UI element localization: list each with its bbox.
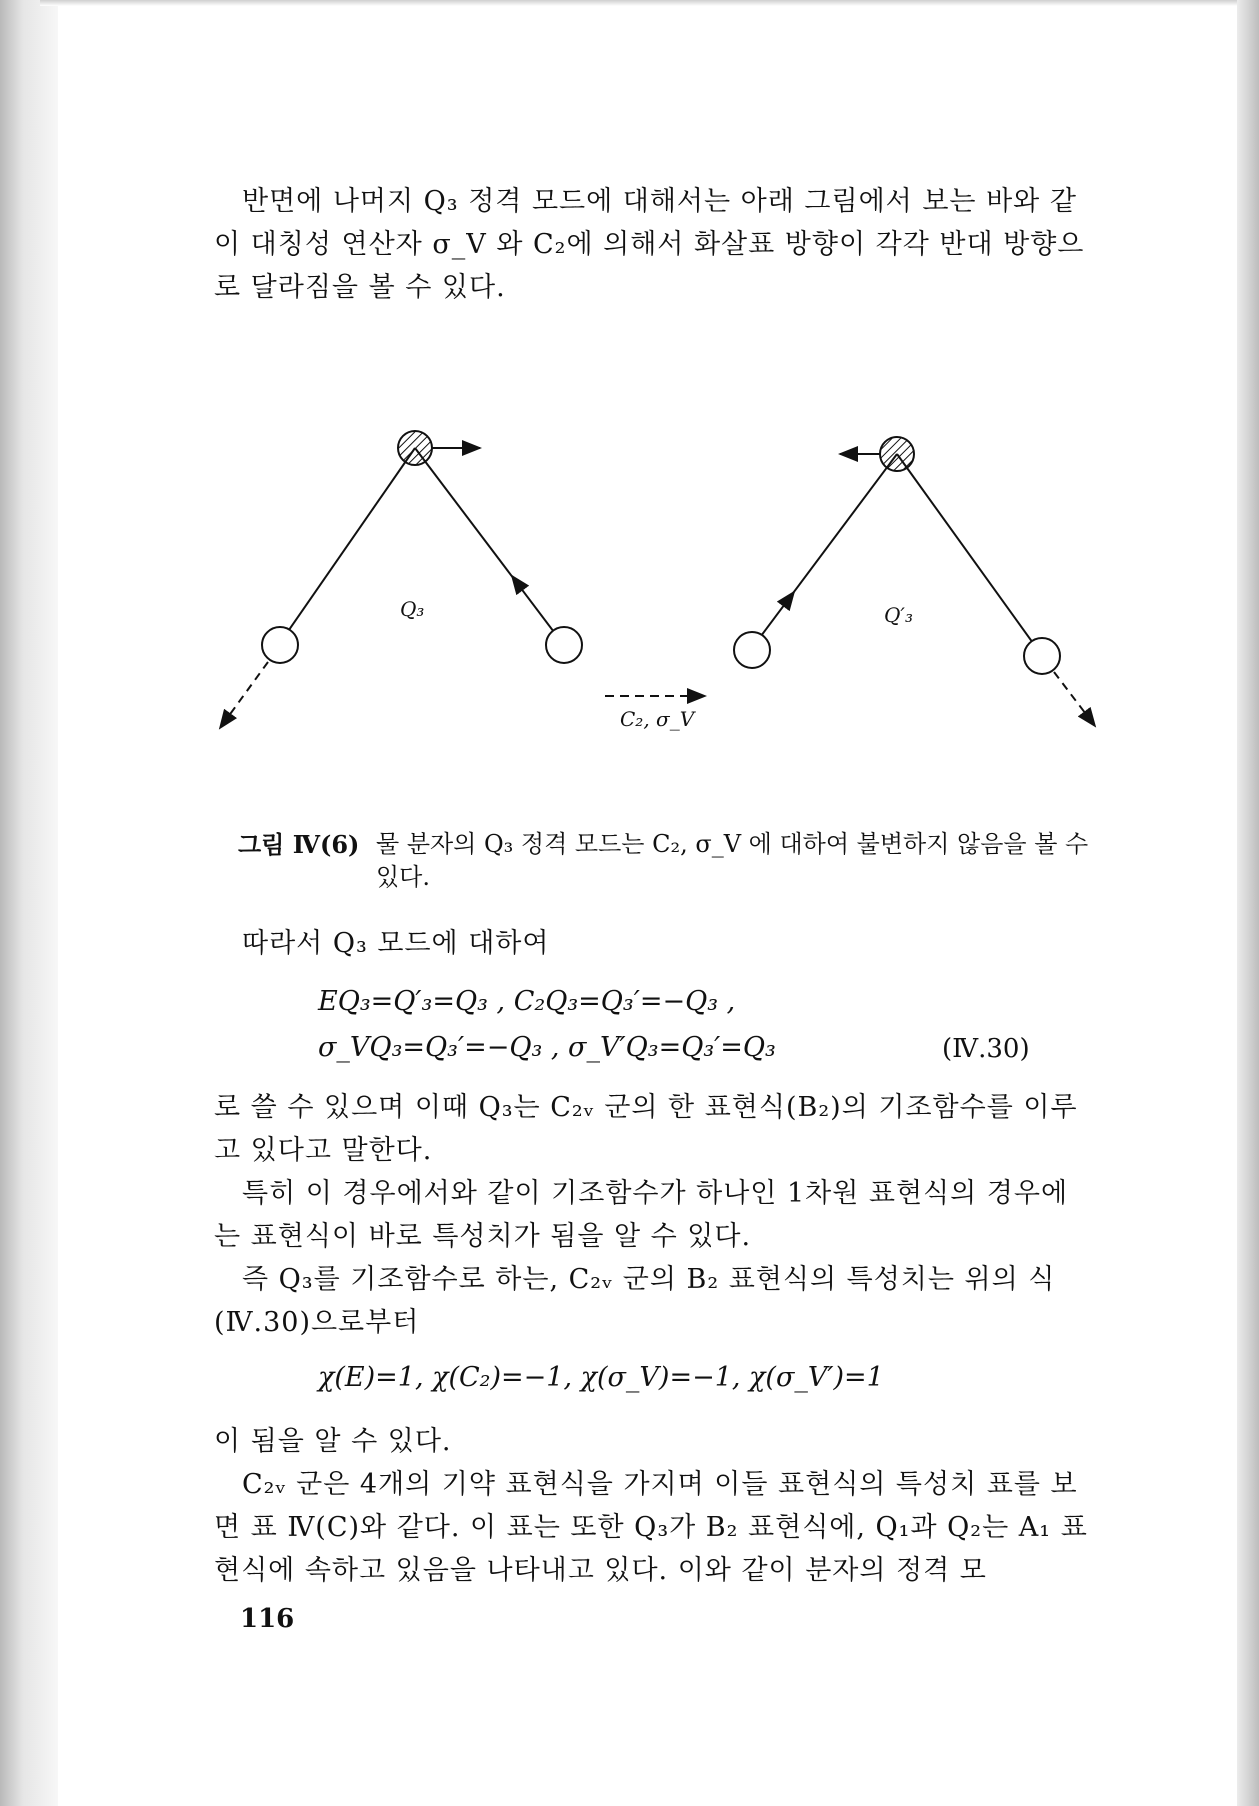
left-bond-arrow bbox=[512, 576, 518, 584]
paragraph-3 bbox=[214, 1258, 1090, 1344]
left-oxygen-atom bbox=[398, 431, 432, 465]
page-shadow-left bbox=[0, 0, 58, 1806]
equation-line-2: σ_VQ₃=Q₃′=−Q₃ , σ_V′Q₃=Q₃′=Q₃ bbox=[318, 1032, 776, 1063]
lead-line bbox=[214, 922, 1090, 965]
paragraph-4 bbox=[214, 1420, 1090, 1463]
right-hydrogen-atom-2 bbox=[1024, 638, 1060, 674]
right-hydrogen-atom-1 bbox=[734, 632, 770, 668]
right-bond-1 bbox=[752, 454, 897, 648]
paragraph-4-text: 이 됨을 알 수 있다. bbox=[214, 1426, 452, 1457]
paragraph-1-text: 로 쓸 수 있으며 이때 Q₃는 C₂ᵥ 군의 한 표현식(B₂)의 기조함수를 이루고 있다고 말한다. bbox=[214, 1092, 1078, 1166]
caption-label: 그림 Ⅳ(6) bbox=[238, 830, 360, 859]
intro-line-3: 로 달라짐을 볼 수 있다. bbox=[214, 272, 506, 303]
figure-caption bbox=[238, 828, 1090, 894]
left-hydrogen-dashed-arrow bbox=[220, 662, 268, 728]
left-bond-1 bbox=[282, 448, 415, 640]
operation-label: C₂, σ_V bbox=[620, 707, 695, 731]
right-oxygen-atom bbox=[880, 437, 914, 471]
left-label: Q₃ bbox=[400, 597, 425, 621]
paragraph-1 bbox=[214, 1086, 1090, 1172]
left-molecule bbox=[220, 431, 582, 728]
character-equation: χ(E)=1, χ(C₂)=−1, χ(σ_V)=−1, χ(σ_V′)=1 bbox=[318, 1362, 884, 1393]
water-molecule-q3-figure bbox=[200, 400, 1100, 760]
intro-line-2: 이 대칭성 연산자 σ_V 와 C₂에 의해서 화살표 방향이 각각 반대 방향으 bbox=[214, 229, 1085, 260]
intro-paragraph bbox=[214, 180, 1090, 309]
equation-number: (Ⅳ.30) bbox=[942, 1034, 1030, 1064]
right-label: Q′₃ bbox=[884, 603, 913, 627]
page-shadow-right bbox=[1237, 0, 1259, 1806]
left-bond-2 bbox=[415, 448, 560, 640]
left-hydrogen-atom-2 bbox=[546, 627, 582, 663]
right-molecule bbox=[734, 437, 1095, 726]
right-hydrogen-dashed-arrow bbox=[1054, 672, 1095, 726]
operation-arrow-group bbox=[605, 696, 705, 731]
right-bond-2 bbox=[897, 454, 1038, 650]
paragraph-5 bbox=[214, 1463, 1090, 1592]
paragraph-3-text: 즉 Q₃를 기조함수로 하는, C₂ᵥ 군의 B₂ 표현식의 특성치는 위의 식 (Ⅳ.30)으로부터 bbox=[214, 1264, 1056, 1338]
paragraph-2-text: 특히 이 경우에서와 같이 기조함수가 하나인 1차원 표현식의 경우에는 표현식이 바로 특성치가 됨을 알 수 있다. bbox=[214, 1178, 1069, 1252]
paragraph-2 bbox=[214, 1172, 1090, 1258]
page-number: 116 bbox=[240, 1604, 295, 1634]
intro-line-1: 반면에 나머지 Q₃ 정격 모드에 대해서는 아래 그림에서 보는 바와 같 bbox=[242, 186, 1077, 217]
lead-text: 따라서 Q₃ 모드에 대하여 bbox=[242, 928, 550, 959]
right-bond-arrow bbox=[788, 592, 794, 600]
paragraph-5-text: C₂ᵥ 군은 4개의 기약 표현식을 가지며 이들 표현식의 특성치 표를 보면 표 Ⅳ(C)와 같다. 이 표는 또한 Q₃가 B₂ 표현식에, Q₁과 Q₂는 A₁ 표현식에 속하고 있음을 나타내고 있다. 이와 같이 분자의 정격 모 bbox=[214, 1469, 1088, 1586]
left-hydrogen-atom-1 bbox=[262, 627, 298, 663]
caption-text: 물 분자의 Q₃ 정격 모드는 C₂, σ_V 에 대하여 불변하지 않음을 볼 수 있다. bbox=[376, 830, 1089, 891]
equation-line-1: EQ₃=Q′₃=Q₃ , C₂Q₃=Q₃′=−Q₃ , bbox=[318, 986, 736, 1017]
